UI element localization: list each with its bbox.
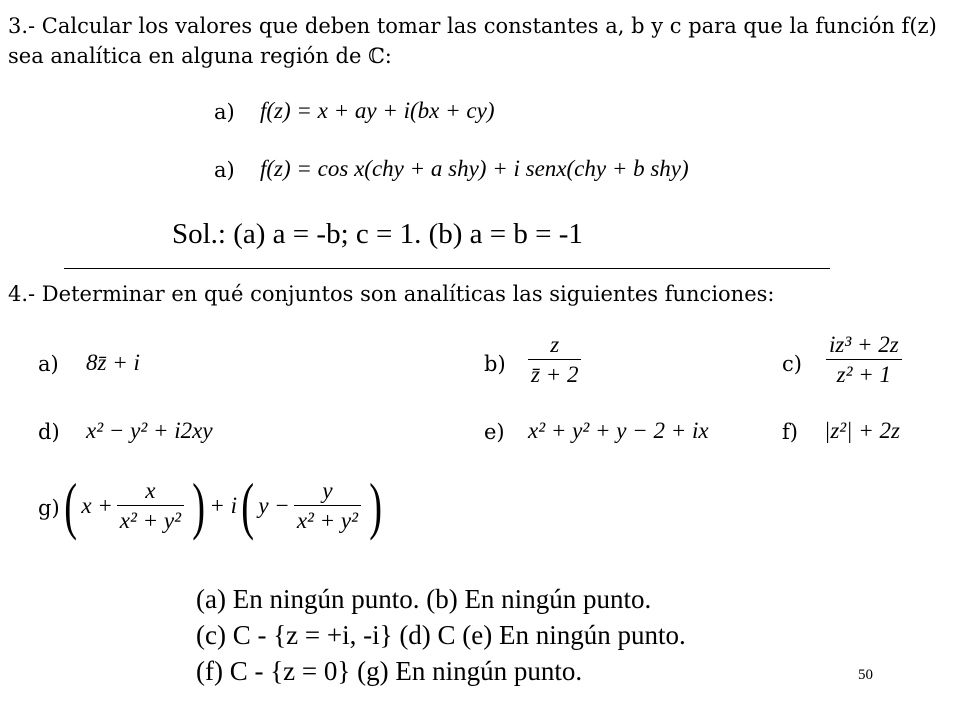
problem4-c-numerator: iz³ + 2z [826,332,902,360]
problem4-d-expression: x² − y² + i2xy [86,418,213,443]
left-paren-2: ( [241,470,255,541]
left-paren-1: ( [64,470,78,541]
problem4-g-frac2-denominator: x² + y² [296,508,359,533]
problem4-f-expression: |z²| + 2z [824,418,900,443]
right-paren-2: ) [369,470,383,541]
problem4-b-numerator: z [528,332,581,360]
page-number: 50 [858,667,873,683]
problem4-statement: 4.- Determinar en qué conjuntos son analíticas las siguientes funciones: [8,282,775,306]
problem4-a-label: a) [38,352,59,376]
problem4-g-frac1-numerator: x [117,478,184,506]
problem4-g-frac2-numerator: y [294,478,361,506]
problem4-b-label: b) [484,352,506,376]
problem3-item-b-label: a) [214,158,235,182]
answers-line2: (c) C - {z = +i, -i} (d) C (e) En ningún punto. [196,620,686,650]
section-divider [64,268,830,269]
problem4-c-label: c) [782,352,802,376]
problem3-item-a-expression: f(z) = x + ay + i(bx + cy) [260,98,495,123]
right-paren-1: ) [192,470,206,541]
problem3-solution: Sol.: (a) a = -b; c = 1. (b) a = b = -1 [172,218,583,250]
problem4-f-label: f) [782,420,798,444]
problem4-g-frac1-denominator: x² + y² [119,508,182,533]
problem4-d-label: d) [38,420,60,444]
problem4-g-label: g) [38,496,60,520]
problem4-c-denominator: z² + 1 [836,362,892,388]
problem4-a-expression: 8z̄ + i [86,350,140,375]
problem4-b-denominator: z̄ + 2 [531,362,579,388]
problem3-item-b-expression: f(z) = cos x(chy + a shy) + i senx(chy + b shy) [260,156,689,181]
problem4-g-term1: x + [81,493,113,518]
answers-line3: (f) C - {z = 0} (g) En ningún punto. [196,656,583,686]
problem4-e-expression: x² + y² + y − 2 + ix [528,418,709,443]
problem3-statement-line1: 3.- Calcular los valores que deben tomar las constantes a, b y c para que la función f(z) [8,14,937,38]
problem3-statement-line2: sea analítica en alguna región de ℂ: [8,44,392,68]
problem3-item-a-label: a) [214,100,235,124]
problem4-c-expression [822,332,906,389]
problem4-g-term2: y − [258,493,290,518]
problem4-g-expression [60,464,386,548]
problem4-b-expression [524,332,585,389]
problem4-g-middle: + i [209,493,238,518]
problem4-e-label: e) [484,420,505,444]
answers-line1: (a) En ningún punto. (b) En ningún punto. [196,584,652,614]
